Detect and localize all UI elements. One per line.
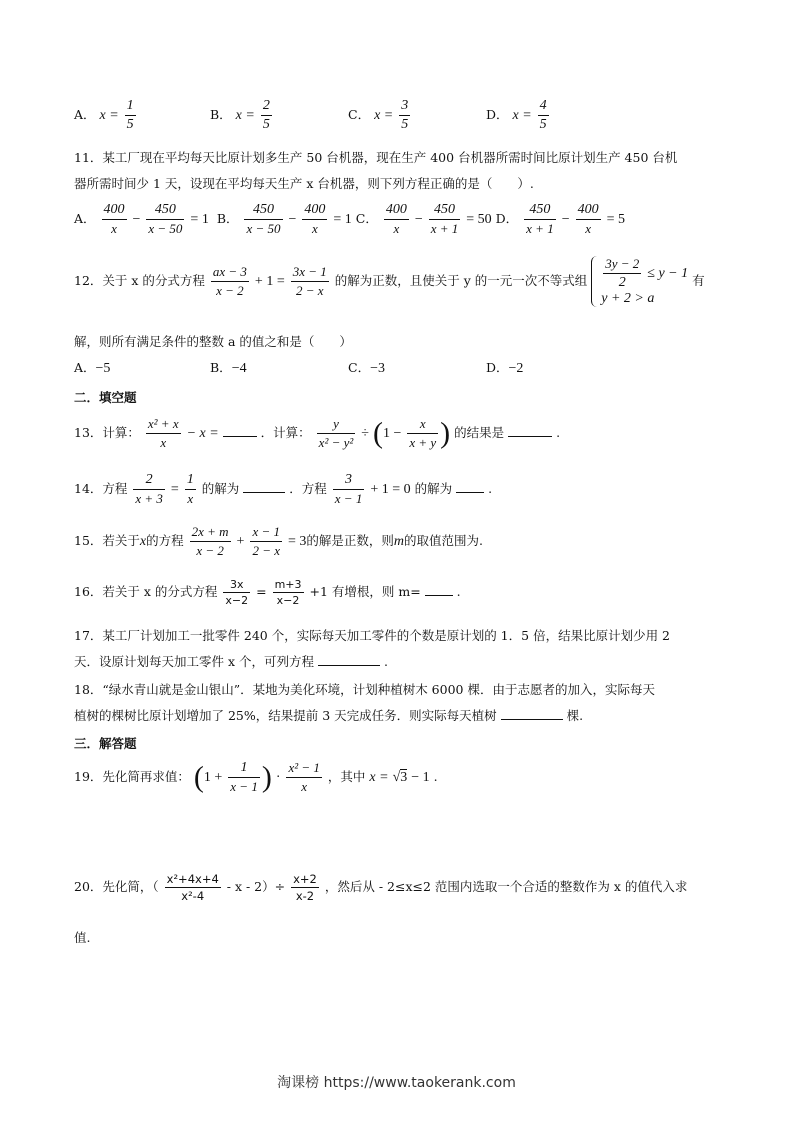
q11-option-c: C． $\frac{400}{x}$ − $\frac{450}{x + 1}$ = 50	[355, 202, 492, 236]
q16: 16．若关于 x 的分式方程 $\frac{3x}{x-2}$ = $\frac{m+3}{x-2}$ +1 有增根，则 m= .	[74, 578, 461, 607]
q15: 15．若关于x的方程 $\frac{2x + m}{x - 2}$ + $\frac{x - 1}{2 - x}$ = 3的解是正数，则m的取值范围为.	[74, 524, 483, 558]
q11-options	[74, 202, 625, 237]
answer-blank[interactable]	[223, 424, 257, 437]
q20-text-line1: 20．先化简，（ $\frac{\text{x²+4x+4}}{\text{x²-4}}$ - x - 2）÷ $\frac{x+2}{x-2}$ ，然后从 - 2≤x≤2 范围内选取一个合适的整数作为 x 的值代入求	[74, 872, 688, 903]
section-heading-fill-in: 二．填空题	[74, 390, 137, 405]
q18-text-line1: 18．“绿水青山就是金山银山”．某地为美化环境，计划种植树木 6000 棵．由于志愿者的加入，实际每天	[74, 682, 655, 697]
footer-watermark: 淘课榜 https://www.taokerank.com	[277, 1075, 516, 1091]
q10-option-c: C． x = $\frac{3}{5}$	[348, 98, 409, 132]
inequality-system: $\frac{3y - 2}{2}$ ≤ y − 1 y + 2 > a	[591, 256, 688, 307]
q12-option-d: D．−2	[486, 360, 524, 376]
fraction: $\frac{4}{5}$	[539, 98, 547, 132]
q12-option-b: B．−4	[210, 360, 247, 376]
sqrt-sign: √	[392, 770, 401, 785]
answer-blank[interactable]	[318, 653, 380, 666]
q20-text-line2: 值.	[74, 930, 91, 945]
q17-text-line2: 天．设原计划每天加工零件 x 个，可列方程 .	[74, 654, 388, 669]
q12-option-c: C．−3	[348, 360, 385, 376]
fraction: $\frac{1}{5}$	[126, 98, 134, 132]
q11-option-b: B． $\frac{450}{x - 50}$ − $\frac{400}{x}$ = 1	[216, 202, 352, 236]
q13: 13．计算： $\frac{\text{x² + x}}{x}$ − x = ．计算： $\frac{y}{\text{x² − y²}}$ ÷ (1 − $\frac{x}{x + y}$ ) 的结果是 .	[74, 416, 561, 450]
brace	[591, 256, 600, 307]
q12-text-line2: 解，则所有满足条件的整数 a 的值之和是（ ）	[74, 334, 352, 349]
q18-text-line2: 植树的棵树比原计划增加了 25%，结果提前 3 天完成任务．则实际每天植树 棵.	[74, 708, 584, 723]
answer-blank[interactable]	[243, 480, 285, 493]
q11-option-a: A． $\frac{400}{x}$ − $\frac{450}{x - 50}$ = 1	[74, 202, 209, 236]
q11-option-d: D． $\frac{450}{x + 1}$ − $\frac{400}{x}$ = 5	[495, 202, 625, 236]
q10-option-b: B． x = $\frac{2}{5}$	[210, 98, 270, 132]
q14: 14．方程 $\frac{2}{x + 3}$ = $\frac{1}{x}$ 的解为 ．方程 $\frac{3}{x - 1}$ + 1 = 0 的解为 .	[74, 472, 493, 506]
answer-blank[interactable]	[456, 480, 484, 493]
q17-text-line1: 17．某工厂计划加工一批零件 240 个，实际每天加工零件的个数是原计划的 1．5 倍，结果比原计划少用 2	[74, 628, 670, 643]
section-heading-solve: 三．解答题	[74, 736, 137, 751]
q10-option-a: A． x = $\frac{1}{5}$	[74, 98, 134, 132]
q11-text-line2: 器所需时间少 1 天，设现在平均每天生产 x 台机器，则下列方程正确的是（ ）.	[74, 176, 534, 191]
answer-blank[interactable]	[501, 707, 563, 720]
q10-option-d: D． x = $\frac{4}{5}$	[486, 98, 547, 132]
fraction: $\frac{3}{5}$	[401, 98, 409, 132]
q12-text-line1: 12．关于 x 的分式方程 $\frac{ax - 3}{x - 2}$ + 1 = $\frac{3x - 1}{2 - x}$ 的解为正数，且使关于 y 的一元一次不等式组 $\frac{3y - 2}{2}$ ≤ y − 1 y + 2 > a 有	[74, 256, 705, 306]
q19: 19．先化简再求值： (1 + $\frac{1}{x - 1}$ ) · $\frac{\text{x² − 1}}{x}$ ，其中 x = √3 − 1 .	[74, 760, 438, 794]
q11-text-line1: 11．某工厂现在平均每天比原计划多生产 50 台机器，现在生产 400 台机器所需时间比原计划生产 450 台机	[74, 150, 678, 165]
q12-option-a: A．−5	[74, 360, 111, 376]
fraction: $\frac{2}{5}$	[262, 98, 270, 132]
answer-blank[interactable]	[508, 424, 552, 437]
answer-blank[interactable]	[425, 583, 453, 596]
